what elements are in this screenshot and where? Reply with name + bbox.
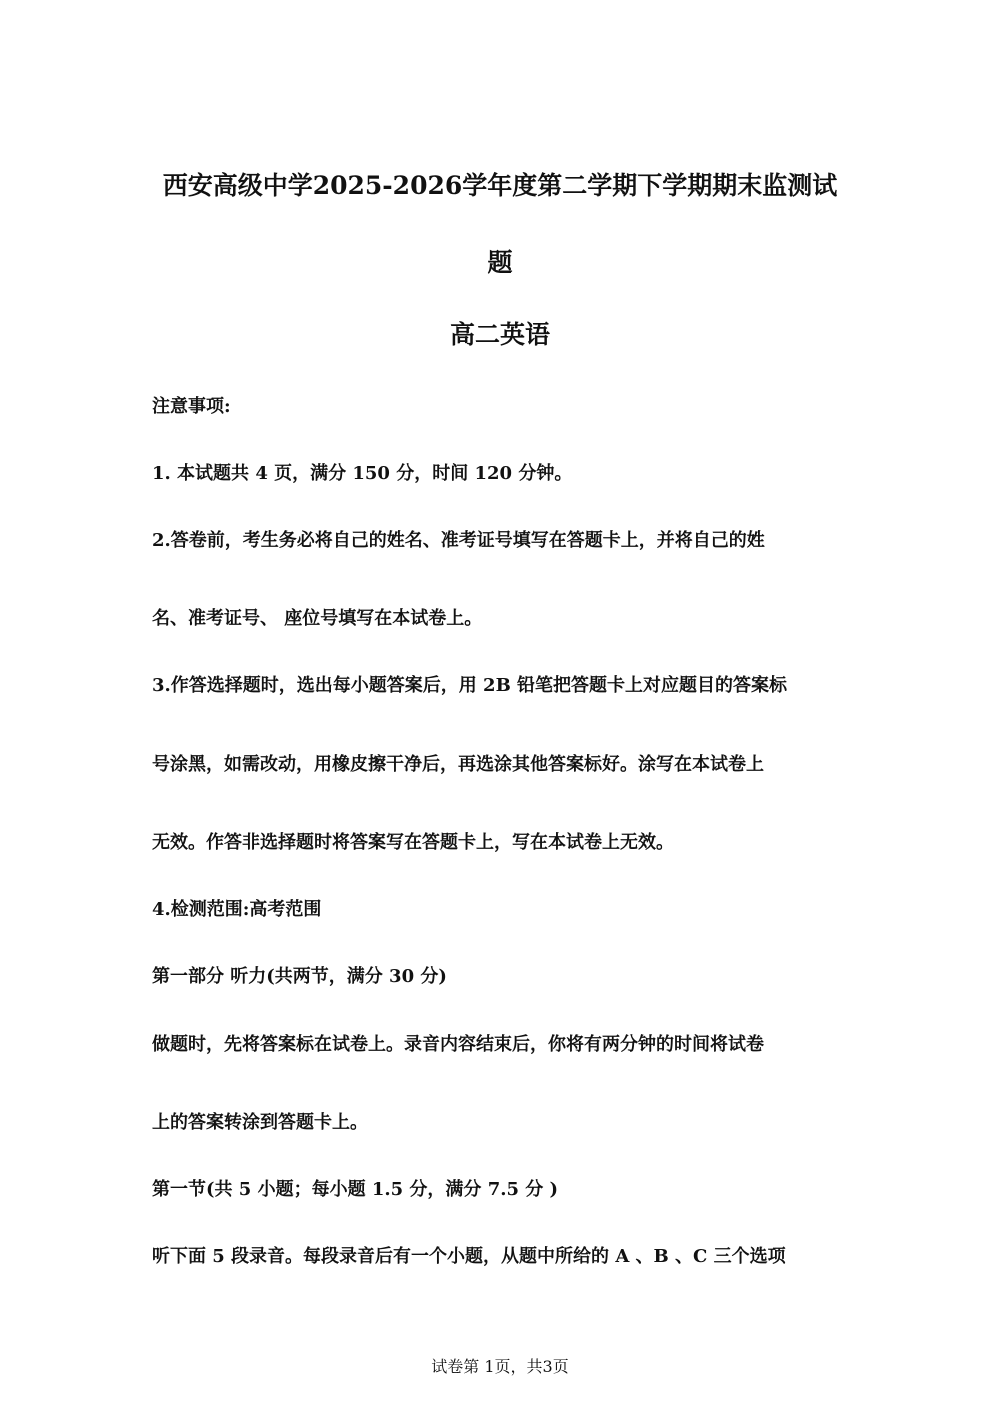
section-1-instruction: 听下面 5 段录音。每段录音后有一个小题，从题中所给的 A 、B 、C 三个选项 bbox=[152, 1246, 786, 1267]
notice-heading: 注意事项: bbox=[152, 396, 231, 417]
listening-instruction-line-2: 上的答案转涂到答题卡上。 bbox=[152, 1112, 368, 1133]
notice-item-3-line-2: 号涂黑，如需改动，用橡皮擦干净后，再选涂其他答案标好。涂写在本试卷上 bbox=[152, 754, 764, 775]
notice-item-2-line-2: 名、准考证号、 座位号填写在本试卷上。 bbox=[152, 608, 483, 629]
subject-title: 高二英语 bbox=[449, 320, 550, 349]
page-footer: 试卷第 1页，共3页 bbox=[431, 1357, 569, 1376]
listening-instruction-line-1: 做题时，先将答案标在试卷上。录音内容结束后，你将有两分钟的时间将试卷 bbox=[152, 1034, 764, 1055]
notice-item-4: 4.检测范围:高考范围 bbox=[152, 899, 322, 920]
notice-item-3-line-1: 3.作答选择题时，选出每小题答案后，用 2B 铅笔把答题卡上对应题目的答案标 bbox=[152, 675, 788, 696]
notice-item-3-line-3: 无效。作答非选择题时将答案写在答题卡上，写在本试卷上无效。 bbox=[152, 832, 674, 853]
exam-title-line-2: 题 bbox=[487, 248, 513, 277]
notice-item-2-line-1: 2.答卷前，考生务必将自己的姓名、准考证号填写在答题卡上，并将自己的姓 bbox=[152, 530, 765, 551]
notice-item-1: 1. 本试题共 4 页，满分 150 分，时间 120 分钟。 bbox=[152, 463, 573, 484]
section-1-heading: 第一节(共 5 小题；每小题 1.5 分，满分 7.5 分 ) bbox=[152, 1179, 559, 1200]
section-part-1-heading: 第一部分 听力(共两节，满分 30 分) bbox=[152, 966, 447, 987]
exam-title-line-1: 西安高级中学2025-2026学年度第二学期下学期期末监测试 bbox=[162, 171, 838, 200]
